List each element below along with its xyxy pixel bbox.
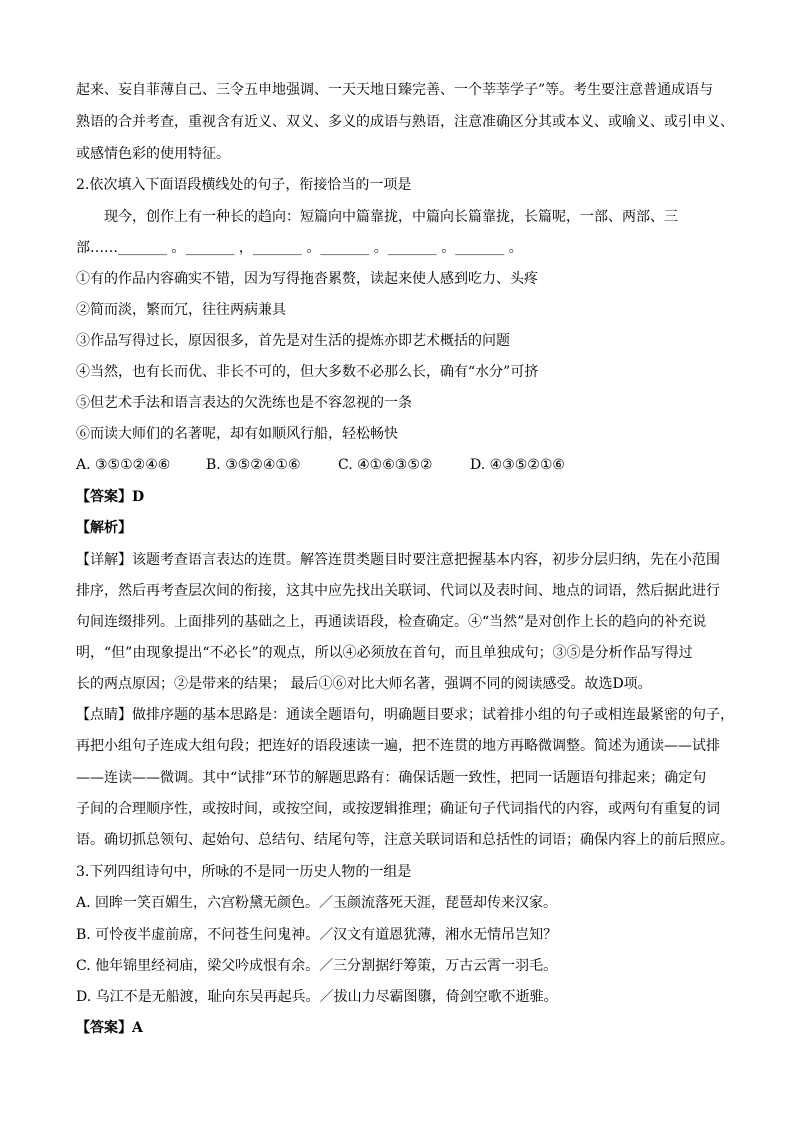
- q3-option-c: C. 他年锦里经祠庙，梁父吟成恨有余。／三分割据纡筹策，万古云霄一羽毛。: [76, 958, 558, 974]
- sentence-5: ⑤但艺术手法和语言表达的欠洗练也是不容忽视的一条: [76, 395, 412, 411]
- explanation-line: 长的两点原因；②是带来的结果； 最后①⑥对比大师名著，强调不同的阅读感受。故选D项。: [76, 676, 652, 692]
- q3-option-b: B. 可怜夜半虚前席，不问苍生问鬼神。／汉文有道恩犹薄，湘水无情吊岂知？: [76, 927, 558, 943]
- sentence-4: ④当然，也有长而优、非长不可的，但大多数不必那么长，确有“水分”可挤: [76, 364, 539, 380]
- sentence-3: ③作品写得过长，原因很多，首先是对生活的提炼亦即艺术概括的问题: [76, 333, 510, 349]
- q3-option-a: A. 回眸一笑百媚生，六宫粉黛无颜色。／玉颜流落死天涯，琵琶却传来汉家。: [76, 895, 558, 911]
- explanation-line: 【详解】该题考查语言表达的连贯。解答连贯类题目时要注意把握基本内容，初步分层归纳，先在小范围: [76, 552, 720, 568]
- answer-label-q3: 【答案】A: [76, 1020, 143, 1036]
- q3-option-d: D. 乌江不是无船渡，耻向东吴再起兵。／拔山力尽霸图隳，倚剑空歌不逝骓。: [76, 989, 558, 1005]
- option-a: A. ③⑤①②④⑥: [76, 457, 171, 473]
- question-2-title: 2.依次填入下面语段横线处的句子，衔接恰当的一项是: [76, 177, 412, 193]
- option-b: B. ③⑤②④①⑥: [206, 457, 301, 473]
- tip-line: 子间的合理顺序性，或按时间，或按空间，或按逻辑推理；确证句子代词指代的内容，或两句有重复的词: [76, 801, 720, 817]
- text-line: 熟语的合并考查，重视含有近义、双义、多义的成语与熟语，注意准确区分其或本义、或喻义、或引申义、: [76, 114, 734, 130]
- sentence-6: ⑥而读大师们的名著呢，却有如顺风行船，轻松畅快: [76, 426, 398, 442]
- text-line: 起来、妄自菲薄自己、三令五申地强调、一天天地日臻完善、一个莘莘学子”等。考生要注意普通成语与: [76, 82, 714, 98]
- question-3-title: 3.下列四组诗句中，所咏的不是同一历史人物的一组是: [76, 864, 412, 880]
- sentence-2: ②简而淡，繁而冗，往往两病兼具: [76, 302, 286, 318]
- text-line: 或感情色彩的使用特征。: [76, 146, 230, 162]
- tip-line: 语。确切抓总领句、起始句、总结句、结尾句等，注意关联词语和总括性的词语；确保内容上的前后照应。: [76, 832, 734, 848]
- answer-label: 【答案】D: [76, 489, 145, 505]
- explanation-line: 明，“但”由现象提出“不必长”的观点，所以④必须放在首句，而且单独成句；③⑤是分析作品写得过: [76, 645, 693, 661]
- passage-line: 现今，创作上有一种长的趋向：短篇向中篇靠拢，中篇向长篇靠拢，长篇呢，一部、两部、三: [104, 209, 678, 225]
- passage-blanks-line: 部……_______ 。_______ ，_______ 。_______ 。_______ 。_______ 。: [76, 240, 523, 256]
- answer-options: [76, 455, 736, 475]
- tip-line: 【点睛】做排序题的基本思路是：通读全题语句，明确题目要求；试着排小组的句子或相连最紧密的句子，: [76, 707, 734, 723]
- option-d: D. ④③⑤②①⑥: [470, 457, 565, 473]
- sentence-1: ①有的作品内容确实不错，因为写得拖沓累赘，读起来使人感到吃力、头疼: [76, 271, 538, 287]
- tip-line: ——连读——微调。其中“试排”环节的解题思路有：确保话题一致性，把同一话题语句排起来；确定句: [76, 770, 707, 786]
- explanation-line: 句间连缀排列。上面排列的基础之上，再通读语段，检查确定。④“当然”是对创作上长的趋向的补充说: [76, 614, 707, 630]
- option-c: C. ④①⑥③⑤②: [338, 457, 433, 473]
- tip-line: 再把小组句子连成大组句段；把连好的语段速读一遍，把不连贯的地方再略微调整。简述为通读——试排: [76, 738, 720, 754]
- analysis-label: 【解析】: [76, 520, 132, 536]
- explanation-line: 排序，然后再考查层次间的衔接，这其中应先找出关联词、代词以及表时间、地点的词语，然后据此进行: [76, 583, 720, 599]
